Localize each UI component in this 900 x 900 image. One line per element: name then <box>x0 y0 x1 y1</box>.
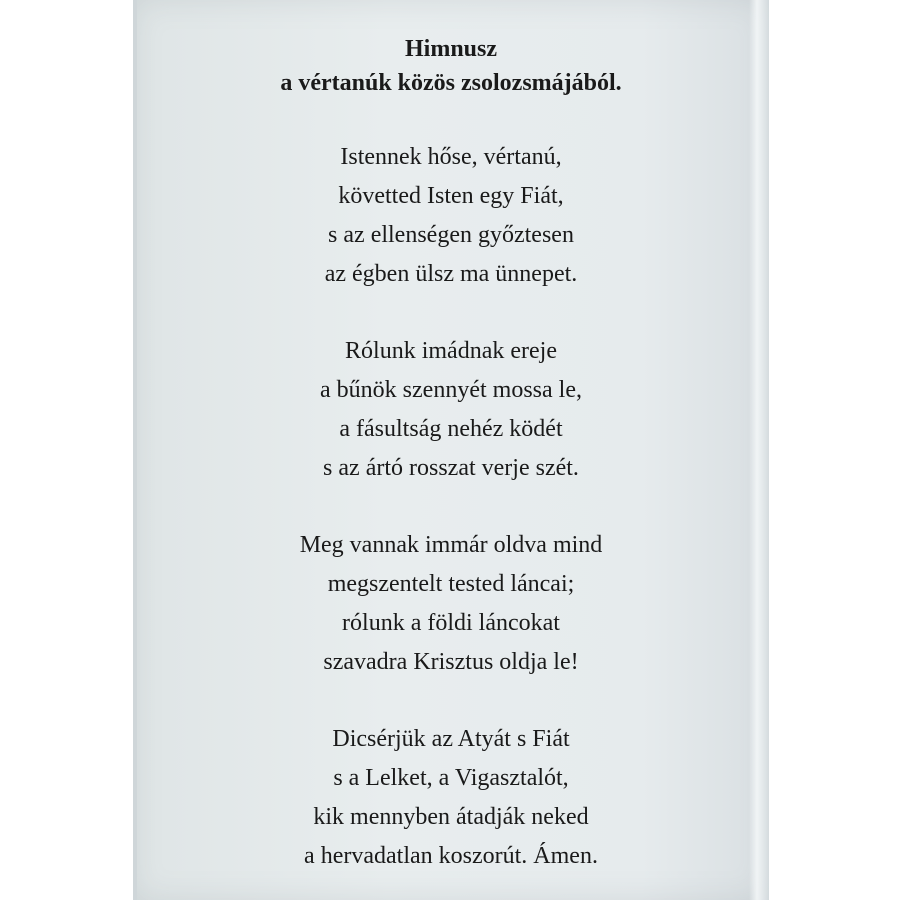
stanza-2-line-1: Rólunk imádnak ereje <box>345 338 557 364</box>
stanza-1 <box>133 138 769 294</box>
stanza-4-line-3: kik mennyben átadják neked <box>313 804 589 830</box>
stanza-3-line-4: szavadra Krisztus oldja le! <box>323 649 579 675</box>
hymn-text <box>133 32 769 876</box>
stanza-4 <box>133 720 769 876</box>
stanza-1-line-4: az égben ülsz ma ünnepet. <box>324 261 578 287</box>
stanza-4-line-4: a hervadatlan koszorút. Ámen. <box>304 843 598 869</box>
stanza-3-line-3: rólunk a földi láncokat <box>342 610 560 636</box>
title-line-2: a vértanúk közös zsolozsmájából. <box>280 70 622 96</box>
stanza-3-line-2: megszentelt tested láncai; <box>327 571 575 597</box>
hymn-title <box>133 32 769 100</box>
stanza-2 <box>133 332 769 488</box>
stanza-2-line-2: a bűnök szennyét mossa le, <box>320 377 582 403</box>
stanza-2-line-3: a fásultság nehéz ködét <box>339 416 563 442</box>
stanza-1-line-1: Istennek hőse, vértanú, <box>340 144 562 170</box>
stanza-4-line-2: s a Lelket, a Vigasztalót, <box>333 765 569 791</box>
stanza-3-line-1: Meg vannak immár oldva mind <box>299 532 603 558</box>
stanza-3 <box>133 526 769 682</box>
stanza-2-line-4: s az ártó rosszat verje szét. <box>323 455 579 481</box>
title-line-1: Himnusz <box>404 36 497 62</box>
stanza-1-line-2: követted Isten egy Fiát, <box>338 183 564 209</box>
stanza-4-line-1: Dicsérjük az Atyát s Fiát <box>332 726 570 752</box>
stanza-1-line-3: s az ellenségen győztesen <box>328 222 574 248</box>
